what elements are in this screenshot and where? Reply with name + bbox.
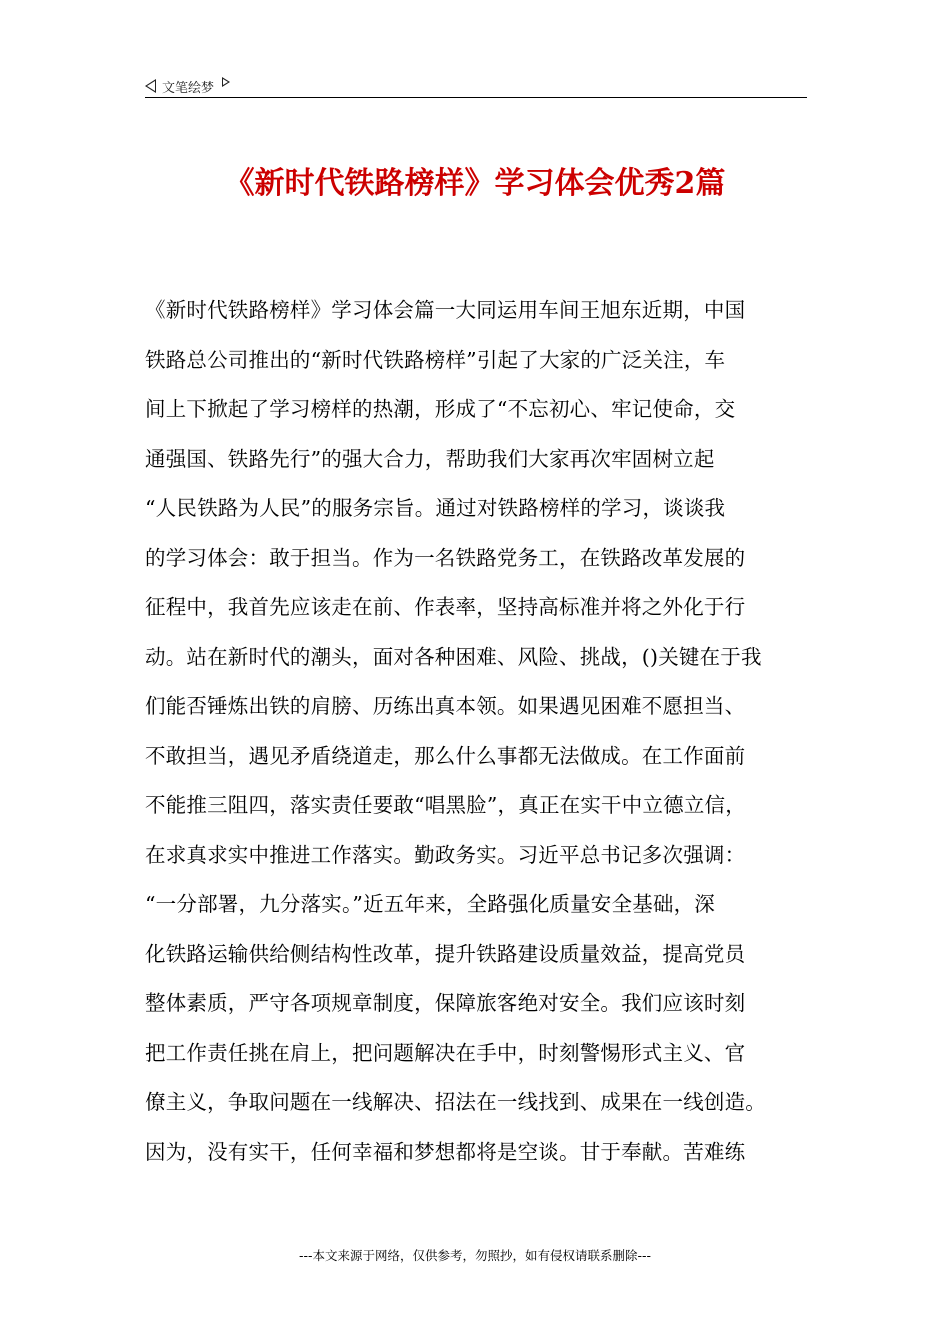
page-header: [145, 74, 807, 98]
body-line: 《新时代铁路榜样》学习体会篇一大同运用车间王旭东近期，中国: [145, 298, 746, 322]
header-divider: [145, 97, 807, 98]
body-line: 在求真求实中推进工作落实。勤政务实。习近平总书记多次强调：: [145, 842, 746, 867]
body-line: “人民铁路为人民”的服务宗旨。通过对铁路榜样的学习，谈谈我: [145, 496, 726, 520]
body-line: 僚主义，争取问题在一线解决、招法在一线找到、成果在一线创造。: [145, 1090, 766, 1114]
body-line: 不能推三阻四，落实责任要敢“唱黑脸”，真正在实干中立德立信，: [145, 793, 746, 817]
footer-disclaimer: ---本文来源于网络，仅供参考，勿照抄，如有侵权请联系删除---: [298, 1248, 652, 1263]
body-line: 间上下掀起了学习榜样的热潮，形成了“不忘初心、牢记使命，交: [145, 397, 736, 421]
document-body: [145, 292, 813, 1183]
body-line: 的学习体会：敢于担当。作为一名铁路党务工，在铁路改革发展的: [145, 545, 746, 570]
body-line: “一分部署，九分落实。”近五年来，全路强化质量安全基础，深: [145, 892, 716, 916]
document-title: 《新时代铁路榜样》学习体会优秀2篇: [224, 166, 726, 201]
body-line: 征程中，我首先应该走在前、作表率，坚持高标准并将之外化于行: [145, 595, 746, 619]
header-brand: 文笔绘梦: [162, 80, 215, 96]
body-line: 不敢担当，遇见矛盾绕道走，那么什么事都无法做成。在工作面前: [145, 743, 746, 768]
body-line: 把工作责任挑在肩上，把问题解决在手中，时刻警惕形式主义、官: [145, 1040, 746, 1065]
triangle-left-icon: [145, 79, 156, 93]
body-line: 们能否锤炼出铁的肩膀、历练出真本领。如果遇见困难不愿担当、: [145, 694, 746, 718]
body-line: 化铁路运输供给侧结构性改革，提升铁路建设质量效益，提高党员: [145, 941, 746, 966]
body-line: 通强国、铁路先行”的强大合力，帮助我们大家再次牢固树立起: [145, 446, 715, 471]
triangle-right-icon: [222, 77, 230, 87]
body-line: 因为，没有实干，任何幸福和梦想都将是空谈。甘于奉献。苦难练: [145, 1139, 746, 1164]
body-line: 整体素质，严守各项规章制度，保障旅客绝对安全。我们应该时刻: [145, 991, 746, 1015]
body-line: 动。站在新时代的潮头，面对各种困难、风险、挑战，()关键在于我: [145, 644, 762, 669]
body-line: 铁路总公司推出的“新时代铁路榜样”引起了大家的广泛关注，车: [145, 347, 726, 372]
